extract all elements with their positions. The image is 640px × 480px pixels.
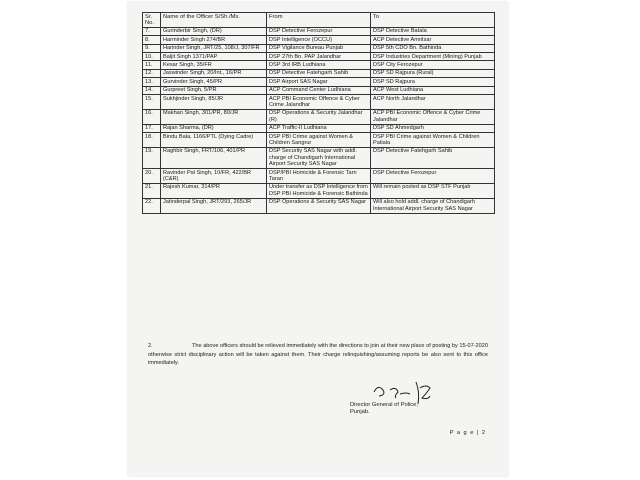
cell-sr-no: 11. [143,61,161,69]
table-row [143,183,495,198]
header-sr-no: Sr. No. [143,13,161,28]
cell-officer-name: Jatinderpal Singh, JRT/293, 265/JR [161,198,267,213]
table-row [143,124,495,132]
cell-officer-name: Harinder Singh, JRT/25, 108/J, 307/FR [161,44,267,52]
cell-from: DSP 3rd IRB Ludhiana [267,61,371,69]
cell-to: DSP PBI Crime against Women & Children Patiala [371,133,495,148]
cell-from: DSP Detective Fatehgarh Sahib [267,69,371,77]
cell-to: DSP Detective Fatehgarh Sahib [371,147,495,168]
cell-sr-no: 20. [143,169,161,184]
cell-sr-no: 12. [143,69,161,77]
table-row [143,36,495,44]
table-row [143,147,495,168]
cell-from: ACP Command Center Ludhiana [267,86,371,94]
table-row [143,169,495,184]
cell-from: DSP Operations & Security SAS Nagar [267,198,371,213]
cell-from: Under transfer as DSP Intelligence from DSP PBI Homicide & Forensic Bathinda [267,183,371,198]
cell-to: ACP PBI Economic Offence & Cyber Crime Jalandhar [371,109,495,124]
cell-sr-no: 7. [143,27,161,35]
signatory-block [350,402,418,416]
cell-sr-no: 10. [143,53,161,61]
signatory-title: Director General of Police, [350,402,418,408]
cell-officer-name: Rajesh Kumar, 314/PR [161,183,267,198]
table-row [143,95,495,110]
cell-to: Will also hold addl. charge of Chandigarh International Airport Security SAS Nagar [371,198,495,213]
cell-sr-no: 8. [143,36,161,44]
cell-to: DSP SD Rajpura [371,78,495,86]
cell-from: DSP Operations & Security Jalandhar (R) [267,109,371,124]
table-row [143,78,495,86]
table-body [143,27,495,213]
cell-officer-name: Gurpreet Singh, 5/PR [161,86,267,94]
table-row [143,61,495,69]
cell-officer-name: Jaswinder Singh, 20/Int., 16/PR [161,69,267,77]
transfer-table [142,12,495,214]
cell-sr-no: 21. [143,183,161,198]
cell-to: ACP North Jalandhar [371,95,495,110]
cell-to: DSP Industries Department (Mining) Punjab [371,53,495,61]
cell-sr-no: 13. [143,78,161,86]
page-number: P a g e | 2 [449,430,486,436]
cell-officer-name: Gurvinder Singh, 45/PR [161,78,267,86]
table-row [143,53,495,61]
cell-from: DSP Detective Ferozepur [267,27,371,35]
cell-officer-name: Raghbir Singh, FRT/106, 401/PR [161,147,267,168]
instruction-paragraph [148,342,488,368]
cell-from: DSP Vigilance Bureau Punjab [267,44,371,52]
cell-from: DSP Security SAS Nagar with addl. charge of Chandigarh International Airport Security SAS Nagar [267,147,371,168]
cell-officer-name: Sukhjinder Singh, 85/JR [161,95,267,110]
cell-from: DSP Airport SAS Nagar [267,78,371,86]
table-row [143,133,495,148]
cell-from: DSP/PBI Homicide & Forensic Tarn Taran [267,169,371,184]
table-header-row [143,13,495,28]
cell-officer-name: Ravinder Pal Singh, 10/FR, 422/BR (C&R) [161,169,267,184]
cell-to: DSP SD Rajpura (Rural) [371,69,495,77]
cell-sr-no: 18. [143,133,161,148]
header-from: From [267,13,371,28]
cell-officer-name: Bindu Bala, 1166/PTL (Dying Cadre) [161,133,267,148]
cell-sr-no: 14. [143,86,161,94]
cell-officer-name: Baljit Singh 1371/PAP [161,53,267,61]
cell-to: DSP Detective Ferozepur [371,169,495,184]
cell-to: DSP 5th CDO Bn. Bathinda [371,44,495,52]
cell-to: ACP Detective Amritsar [371,36,495,44]
cell-officer-name: Makhan Singh, 301/PR, 80/JR [161,109,267,124]
table-row [143,44,495,52]
cell-to: ACP West Ludhiana [371,86,495,94]
header-to: To [371,13,495,28]
cell-to: DSP SD Ahmedgarh [371,124,495,132]
paragraph-number: 2. [148,343,153,349]
table-row [143,69,495,77]
header-officer-name: Name of the Officer S/Sh./Ms. [161,13,267,28]
table-row [143,86,495,94]
cell-from: DSP Intelligence (OCCU) [267,36,371,44]
table-row [143,109,495,124]
cell-from: DSP 27th Bn. PAP Jalandhar [267,53,371,61]
cell-sr-no: 19. [143,147,161,168]
cell-to: DSP Detective Batala [371,27,495,35]
cell-officer-name: Harminder Singh 274/BR [161,36,267,44]
signatory-location: Punjab. [350,409,370,415]
cell-from: ACP PBI Economic Offence & Cyber Crime Jalandhar [267,95,371,110]
cell-sr-no: 16. [143,109,161,124]
document-page [128,2,508,476]
cell-sr-no: 9. [143,44,161,52]
cell-sr-no: 15. [143,95,161,110]
cell-from: DSP PBI Crime against Women & Children Sangrur [267,133,371,148]
cell-sr-no: 22. [143,198,161,213]
cell-officer-name: Kesar Singh, 35/FR [161,61,267,69]
cell-sr-no: 17. [143,124,161,132]
table-row [143,27,495,35]
cell-to: Will remain posted as DSP STF Punjab [371,183,495,198]
cell-to: DSP City Ferozepur [371,61,495,69]
paragraph-text: The above officers should be relieved immediately with the directions to join at their new place of posting by 15-07-2020 otherwise strict disciplinary action will be taken against them. Their charge relinquishing/assuming reports be also sent to this office immediately. [148,343,488,367]
cell-officer-name: Rajan Sharma, (DR) [161,124,267,132]
cell-from: ACP Traffic-II Ludhiana [267,124,371,132]
cell-officer-name: Gurinderbir Singh, (DR) [161,27,267,35]
table-row [143,198,495,213]
